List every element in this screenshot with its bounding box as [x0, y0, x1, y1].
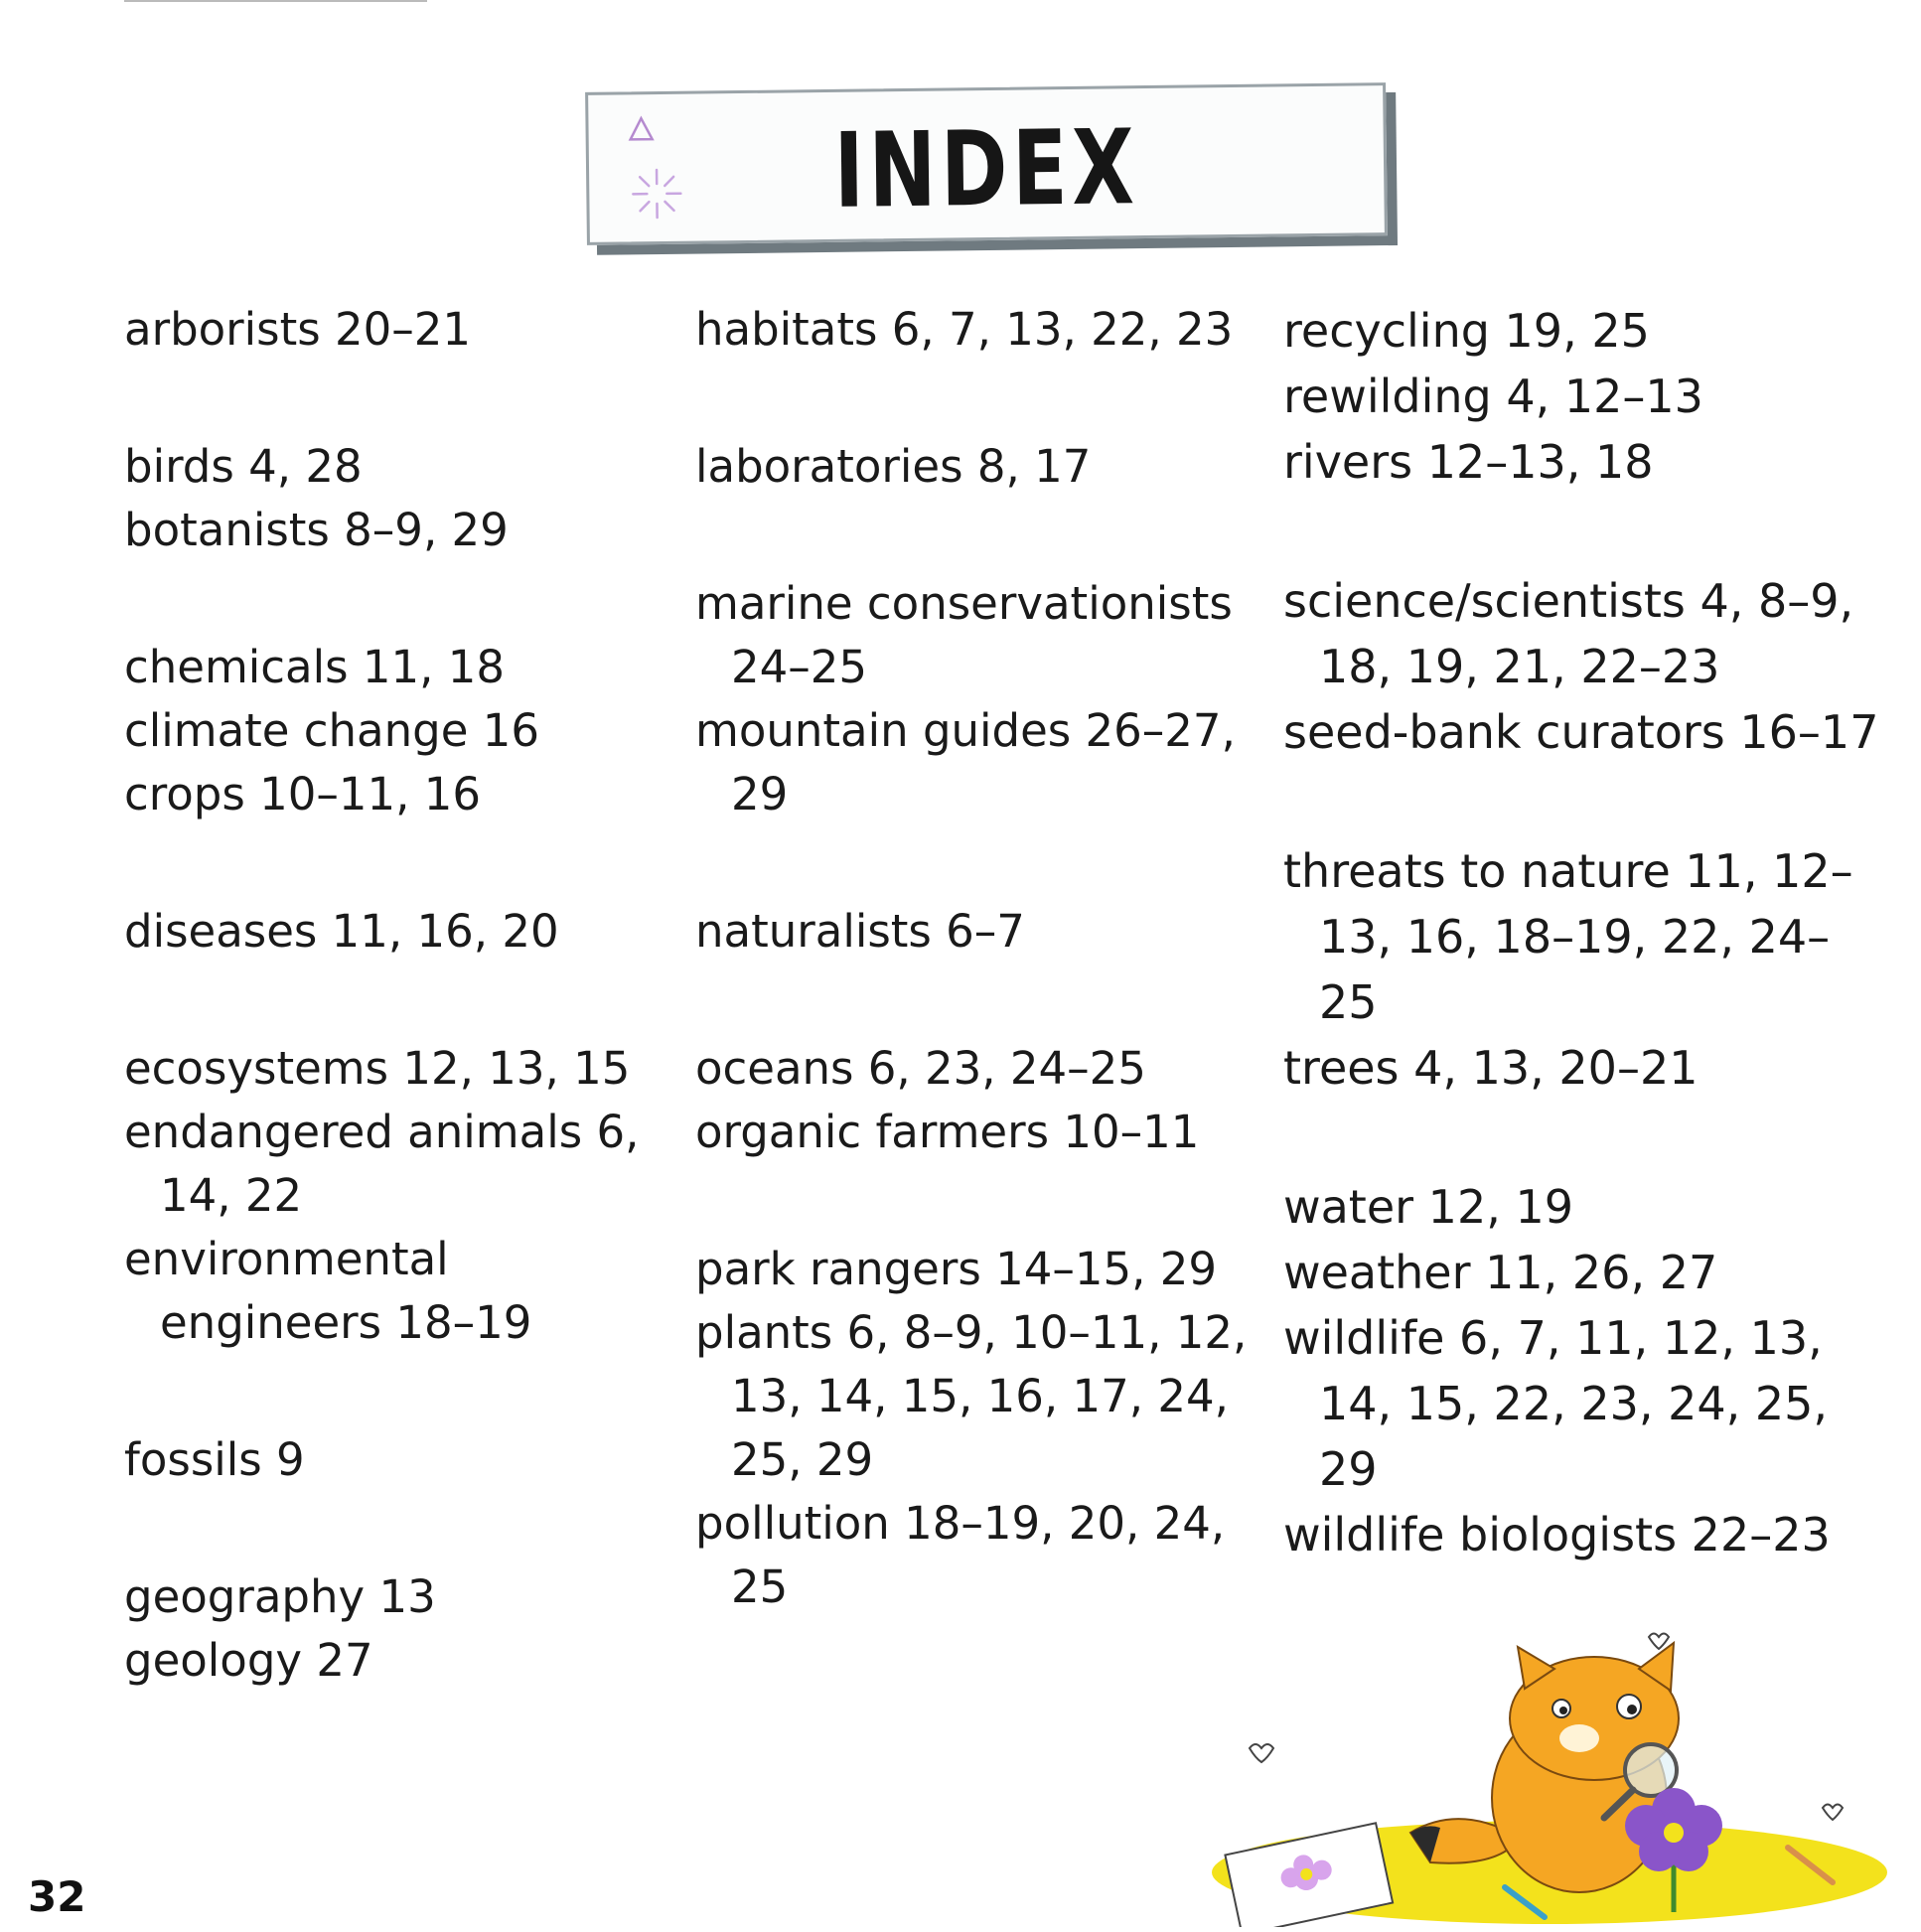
index-entry: rewilding 4, 12–13 — [1283, 370, 1703, 423]
index-entry: weather 11, 26, 27 — [1283, 1246, 1718, 1299]
index-group — [1283, 1174, 1879, 1567]
index-entry: rivers 12–13, 18 — [1283, 435, 1654, 489]
index-entry: diseases 11, 16, 20 — [124, 905, 559, 958]
index-group — [124, 1428, 680, 1492]
index-entry: threats to nature 11, 12–13, 16, 18–19, 22, 24–25 — [1283, 844, 1853, 1029]
title-banner — [585, 82, 1388, 245]
index-group — [1283, 838, 1879, 1101]
cat-with-magnifier-illustration — [1103, 1629, 1897, 1927]
index-group — [695, 435, 1252, 499]
index-entry: crops 10–11, 16 — [124, 768, 481, 820]
index-entry: marine conservationists 24–25 — [695, 577, 1233, 693]
index-entry: naturalists 6–7 — [695, 905, 1025, 958]
top-rule — [124, 0, 427, 2]
index-group — [1283, 298, 1879, 495]
index-group — [695, 572, 1252, 826]
index-group — [124, 435, 680, 562]
page-title: INDEX — [832, 106, 1140, 231]
triangle-doodle-icon — [626, 114, 656, 144]
index-group — [124, 636, 680, 826]
index-entry: chemicals 11, 18 — [124, 641, 505, 693]
index-entry: science/scientists 4, 8–9, 18, 19, 21, 22–23 — [1283, 574, 1854, 693]
index-group — [1283, 568, 1879, 765]
index-entry: climate change 16 — [124, 704, 539, 757]
index-group — [124, 900, 680, 964]
index-entry: ecosystems 12, 13, 15 — [124, 1042, 631, 1095]
index-entry: pollution 18–19, 20, 24, 25 — [695, 1497, 1226, 1613]
index-entry: geography 13 — [124, 1570, 436, 1623]
index-column-2 — [695, 298, 1252, 1619]
index-group — [695, 1238, 1252, 1619]
index-group — [124, 298, 680, 362]
index-entry: habitats 6, 7, 13, 22, 23 — [695, 303, 1234, 356]
index-group — [124, 1565, 680, 1693]
index-entry: wildlife biologists 22–23 — [1283, 1508, 1831, 1561]
index-entry: laboratories 8, 17 — [695, 440, 1092, 493]
index-entry: park rangers 14–15, 29 — [695, 1243, 1217, 1295]
index-entry: wildlife 6, 7, 11, 12, 13, 14, 15, 22, 23, 24, 25, 29 — [1283, 1311, 1829, 1496]
index-entry: geology 27 — [124, 1634, 373, 1687]
index-entry: water 12, 19 — [1283, 1180, 1573, 1234]
index-entry: organic farmers 10–11 — [695, 1106, 1200, 1158]
index-group — [695, 900, 1252, 964]
index-entry: trees 4, 13, 20–21 — [1283, 1041, 1699, 1095]
index-column-3 — [1283, 298, 1879, 1567]
index-entry: fossils 9 — [124, 1433, 305, 1486]
index-entry: recycling 19, 25 — [1283, 304, 1650, 358]
index-entry: endangered animals 6, 14, 22 — [124, 1106, 640, 1222]
index-entry: birds 4, 28 — [124, 440, 363, 493]
index-entry: oceans 6, 23, 24–25 — [695, 1042, 1146, 1095]
index-entry: arborists 20–21 — [124, 303, 472, 356]
index-entry: environmental engineers 18–19 — [124, 1233, 532, 1349]
index-entry: plants 6, 8–9, 10–11, 12, 13, 14, 15, 16, 17, 24, 25, 29 — [695, 1306, 1248, 1486]
index-group — [695, 1037, 1252, 1164]
page-number: 32 — [28, 1872, 86, 1921]
index-entry: botanists 8–9, 29 — [124, 504, 509, 556]
index-entry: mountain guides 26–27, 29 — [695, 704, 1236, 820]
index-group — [124, 1037, 680, 1355]
index-group — [695, 298, 1252, 362]
index-column-1 — [124, 298, 680, 1693]
index-entry: seed-bank curators 16–17 — [1283, 705, 1879, 759]
